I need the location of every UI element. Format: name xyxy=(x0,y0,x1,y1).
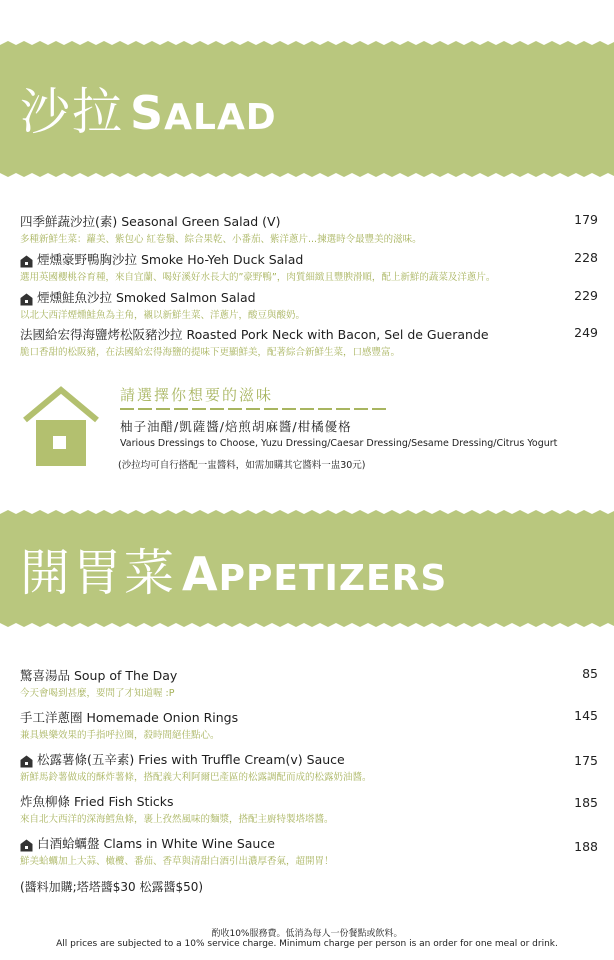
item-name: 白酒蛤蠣盤 Clams in White Wine Sauce xyxy=(37,836,275,851)
signature-house-icon xyxy=(20,293,33,306)
menu-item xyxy=(20,792,598,825)
menu-item xyxy=(20,666,598,699)
item-description: 新鮮馬鈴薯做成的酥炸薯條，搭配義大利阿爾巴產區的松露調配而成的松露奶油醬。 xyxy=(20,772,372,783)
item-price: 145 xyxy=(574,708,598,723)
item-name: 炸魚柳條 Fried Fish Sticks xyxy=(20,794,174,809)
item-price: 188 xyxy=(574,839,598,854)
salad-banner xyxy=(0,50,614,168)
menu-item xyxy=(20,325,598,358)
salad-title-zh: 沙拉 xyxy=(20,83,124,141)
signature-house-icon xyxy=(20,839,33,852)
item-name: 四季鮮蔬沙拉(素) Seasonal Green Salad (V) xyxy=(20,214,281,229)
item-price: 175 xyxy=(574,753,598,768)
menu-item xyxy=(20,212,598,245)
item-name: 法國給宏得海鹽烤松阪豬沙拉 Roasted Pork Neck with Bacon, Sel de Guerande xyxy=(20,327,489,342)
dressing-title: 請選擇你想要的滋味 xyxy=(120,386,274,404)
item-description: 以北大西洋煙燻鮭魚為主角，襯以新鮮生菜、洋蔥片，酸豆與酸奶。 xyxy=(20,310,306,321)
item-description: 兼具娛樂效果的手指呼拉圈，殺時間絕佳點心。 xyxy=(20,730,220,741)
zigzag-edge xyxy=(0,617,614,627)
footer-zh: 酌收10%服務費。低消為每人一份餐點或飲料。 xyxy=(211,929,403,939)
appetizers-title-en: APPETIZERS xyxy=(182,547,448,601)
item-price: 229 xyxy=(574,288,598,303)
zigzag-edge xyxy=(0,41,614,51)
item-description: 選用英國櫻桃谷育種，來自宜蘭、喝好溪好水長大的”豪野鴨”，肉質細緻且豐腴滑順，配上新鮮的蔬菜及洋蔥片。 xyxy=(20,272,496,283)
item-description: 鮮美蛤蠣加上大蒜、橄欖、番茄、香草與清甜白酒引出濃厚香氣，超開胃！ xyxy=(20,856,334,867)
item-description: 來自北大西洋的深海鱈魚條，裹上孜然風味的麵漿，搭配主廚特製塔塔醬。 xyxy=(20,814,334,825)
sauce-addon-note: (醬料加購;塔塔醬$30 松露醬$50) xyxy=(20,880,204,894)
zigzag-edge xyxy=(0,167,614,177)
item-price: 85 xyxy=(582,666,598,681)
dashed-divider xyxy=(120,405,390,413)
item-price: 179 xyxy=(574,212,598,227)
appetizers-title-zh: 開胃菜 xyxy=(20,544,176,602)
item-name: 手工洋蔥圈 Homemade Onion Rings xyxy=(20,710,239,725)
signature-house-icon xyxy=(20,255,33,268)
item-name: 煙燻鮭魚沙拉 Smoked Salmon Salad xyxy=(37,290,256,305)
menu-item xyxy=(20,708,598,741)
appetizers-banner xyxy=(0,519,614,618)
menu-item xyxy=(20,750,598,783)
zigzag-edge xyxy=(0,510,614,520)
salad-heading xyxy=(20,72,277,144)
item-name: 驚喜湯品 Soup of The Day xyxy=(20,668,178,683)
menu-item xyxy=(20,834,598,867)
dressing-options-zh: 柚子油醋/凱薩醬/焙煎胡麻醬/柑橘優格 xyxy=(120,419,352,434)
menu-item xyxy=(20,250,598,283)
dressing-note: (沙拉均可自行搭配一盅醬料，如需加購其它醬料一盅30元) xyxy=(118,460,366,471)
item-price: 228 xyxy=(574,250,598,265)
item-description: 脆口香甜的松阪豬，在法國給宏得海鹽的提味下更顯鮮美，配著綜合新鮮生菜，口感豐富。 xyxy=(20,347,401,358)
appetizers-heading xyxy=(20,533,447,605)
salad-title-en: SALAD xyxy=(130,86,277,140)
footer-en: All prices are subjected to a 10% service charge. Minimum charge per person is an order for one meal or drink. xyxy=(56,939,558,949)
signature-house-icon xyxy=(20,755,33,768)
item-name: 煙燻豪野鴨胸沙拉 Smoke Ho-Yeh Duck Salad xyxy=(37,252,304,267)
menu-item xyxy=(20,288,598,321)
dressing-options-en: Various Dressings to Choose, Yuzu Dressing/Caesar Dressing/Sesame Dressing/Citrus Yogurt xyxy=(120,438,558,449)
item-price: 185 xyxy=(574,795,598,810)
item-description: 今天會喝到甚麼，要問了才知道喔 :P xyxy=(20,688,175,699)
house-icon xyxy=(22,386,100,468)
item-description: 多種新鮮生菜：蘿美、紫包心 紅卷鬚、綜合果乾、小番茄、紫洋蔥片...揀選時令最豐美的滋味。 xyxy=(20,234,422,245)
item-price: 249 xyxy=(574,325,598,340)
item-name: 松露薯條(五辛素) Fries with Truffle Cream(v) Sauce xyxy=(37,752,345,767)
